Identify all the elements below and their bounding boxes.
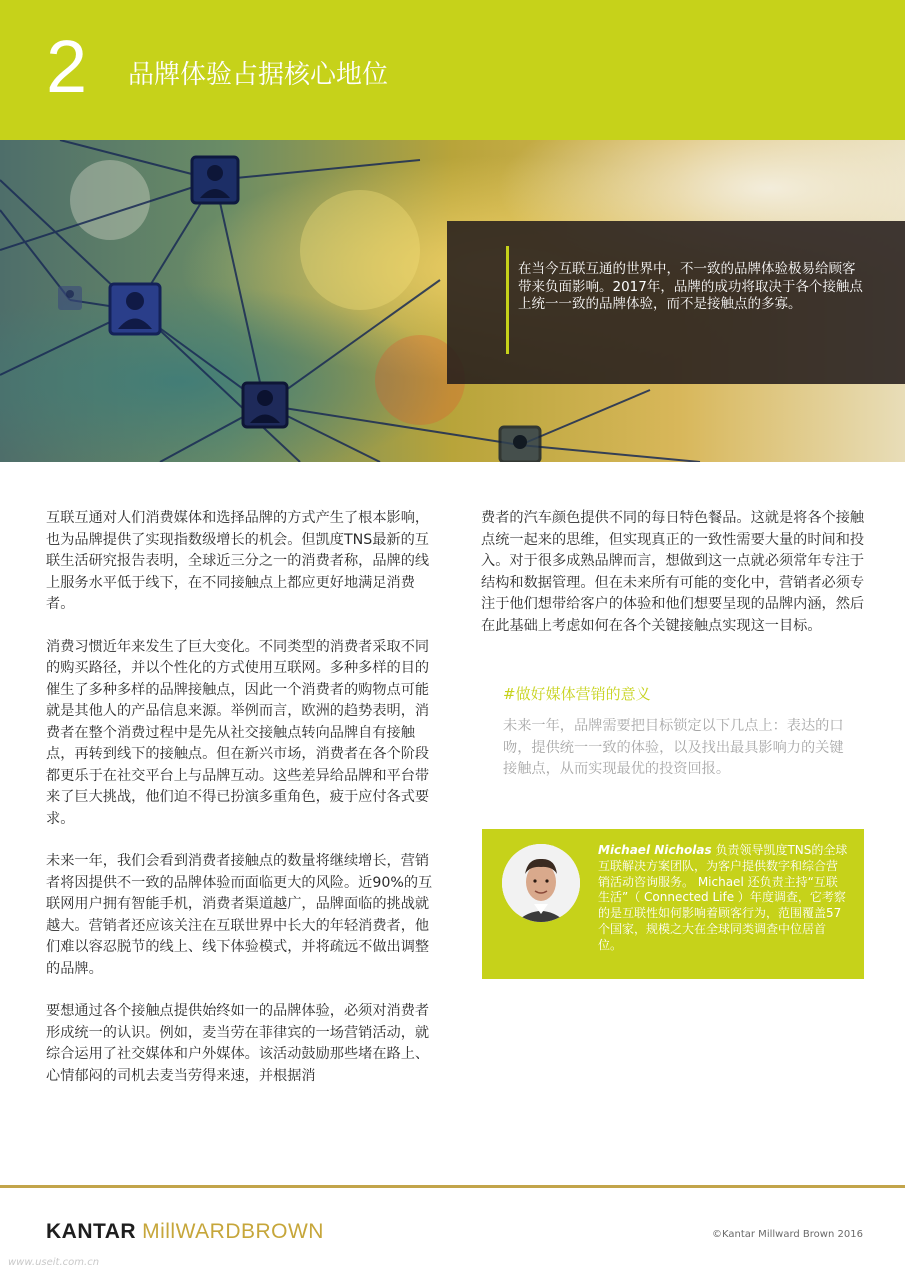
author-name: Michael Nicholas [598,843,712,857]
right-column [481,508,865,658]
author-avatar [502,844,580,922]
logo-primary: KANTAR [46,1220,137,1243]
person-node-icon [500,427,540,462]
copyright: ©Kantar Millward Brown 2016 [712,1229,863,1240]
body-paragraph: 未来一年，我们会看到消费者接触点的数量将继续增长，营销者将因提供不一致的品牌体验而面临更大的风险。近90%的互联网用户拥有智能手机，消费者渠道越广，品牌面临的挑战就越大。营销者还应该关注在互联世界中长大的年轻消费者，他们难以容忍脱节的线上、线下体验模式，并将疏远不做出调整的品牌。 [46,853,433,977]
body-paragraph: 互联互通对人们消费媒体和选择品牌的方式产生了根本影响，也为品牌提供了实现指数级增长的机会。但凯度TNS最新的互联生活研究报告表明，全球近三分之一的消费者称，品牌的线上服务水平低于线下，在不同接触点上都应更好地满足消费者。 [46,510,430,612]
body-paragraph: 要想通过各个接触点提供始终如一的品牌体验，必须对消费者形成统一的认识。例如，麦当劳在菲律宾的一场营销活动，就综合运用了社交媒体和户外媒体。该活动鼓励那些堵在路上、心情郁闷的司机去麦当劳得来速，并根据消 [46,1003,430,1084]
section-title: 品牌体验占据核心地位 [128,60,389,90]
footer-divider [0,1185,905,1188]
author-bio [598,843,848,954]
body-paragraph: 费者的汽车颜色提供不同的每日特色餐品。这就是将各个接触点统一起来的思维，但实现真正的一致性需要大量的时间和投入。对于很多成熟品牌而言，想做到这一点就必须常年专注于结构和数据管理。但在未来所有可能的变化中，营销者必须专注于他们想带给客户的体验和他们想要呈现的品牌内涵，然后在此基础上考虑如何在各个关键接触点实现这一目标。 [481,510,865,634]
author-bio-text: 负责领导凯度TNS的全球互联解决方案团队，为客户提供数字和综合营销活动咨询服务。 Michael 还负责主持“互联生活”（ Connected Life ）年度调查，它考察的是互联性如何影响着顾客行为，范围覆盖57个国家，规模之大在全球同类调查中位居首位。 [598,843,848,952]
quote-accent-bar [506,246,509,354]
section-number: 2 [46,25,88,108]
hero-quote: 在当今互联互通的世界中，不一致的品牌体验极易给顾客带来负面影响。2017年，品牌的成功将取决于各个接触点上统一一致的品牌体验，而不是接触点的多寡。 [518,261,863,313]
section-header [0,0,905,140]
hashtag-heading: #做好媒体营销的意义 [503,685,651,703]
left-column [46,508,440,1108]
person-node-icon [192,157,238,203]
hashtag-text: 未来一年，品牌需要把目标锁定以下几点上：表达的口吻，提供统一一致的体验，以及找出最具影响力的关键接触点，从而实现最优的投资回报。 [503,718,844,777]
watermark: www.useit.com.cn [8,1257,100,1268]
person-node-icon [243,383,287,427]
kantar-millwardbrown-logo [46,1220,324,1250]
body-paragraph: 消费习惯近年来发生了巨大变化。不同类型的消费者采取不同的购买路径，并以个性化的方式使用互联网。多种多样的目的催生了多种多样的品牌接触点，因此一个消费者的购物点可能就是其他人的产品信息来源。举例而言，欧洲的趋势表明，消费者在整个消费过程中是先从社交接触点转向品牌自有接触点，再转到线下的接触点。但在新兴市场，消费者在各个阶段都更乐于在社交平台上与品牌互动。这些差异给品牌和平台带来了巨大挑战，他们迫不得已扮演多重角色，疲于应付各式要求。 [46,638,430,827]
person-node-icon [58,286,82,310]
person-node-icon [110,284,160,334]
logo-secondary: MillWARDBROWN [142,1220,324,1243]
